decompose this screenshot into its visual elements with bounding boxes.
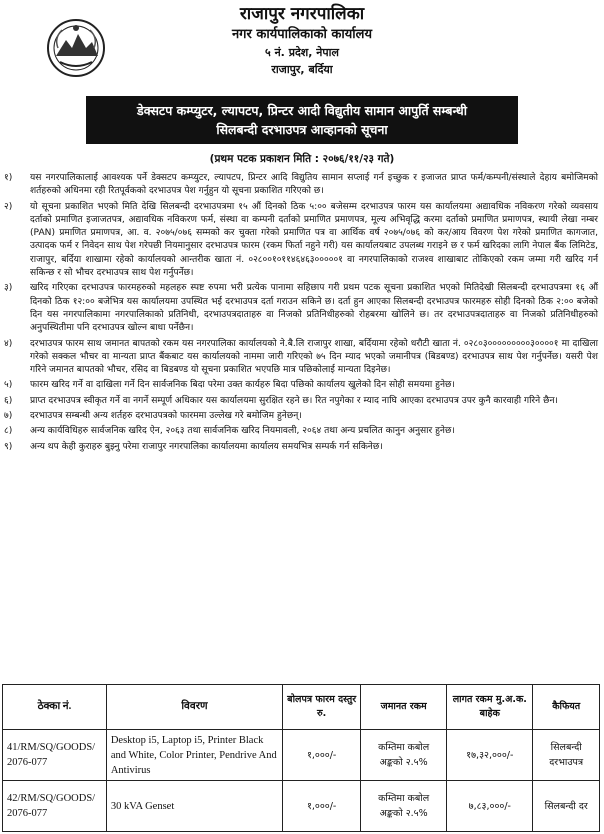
paragraph-text: यो सूचना प्रकाशित भएको मिति देखि सिलबन्दी दरभाउपत्रमा १५ औं दिनको ठिक ५:०० बजेसम्म दरभाउपत्र फारम यस कार्यालयमा अद्यावधिक नविकरण गरेको व्यवसाय दर्ताको प्रमाणित इजाजतपत्र, अद्यावधिक नविकरण फर्म, संस्था वा कम्पनी दर्ताको प्रमाणित प्रमाणपत्र, मूल्य अभिवृद्धि करमा दर्ताको प्रमाणित प्रमाणपत्र, स्थायी लेखा नम्बर (PAN) प्रमाणित प्रमाणपत्र, आ. व. २०७५/०७६ सम्मको कर चुक्ता गरेको प्रमाणित पत्र वा आर्थिक वर्ष २०७५/०७६ को कर/आय विवरण पेश गरेको प्रमाणित कागजात, उत्पादक फर्म र निवेदन साथ पेश गरेपछी नियमानुसार दरभाउपत्र फारम (रकम फिर्ता नहुने गरी) यस कार्यालयबाट उपलब्ध गराइने छ र फर्म खरिदका लागि नेपाल बैंक लिमिटेड, राजापुर, बर्दिया शाखामा रहेको कार्यालयको आन्तरीक खाता नं. ०२८००१०११४६४६३०००००१ वा नगरपालिकाको राजश्व शाखाबाट तोकिएको रकम जम्मा गरी खरिद गर्न सकिन्छ र सो भौचर दरभाउपत्र साथ पेश गर्नुपर्नेछ। [30, 201, 598, 279]
notice-title-banner [86, 96, 518, 144]
paragraph-text: प्राप्त दरभाउपत्र स्वीकृत गर्ने वा नगर्ने सम्पूर्ण अधिकार यस कार्यालयमा सुरक्षित रहने छ। रित नपुगेका र म्याद नाघि आएका दरभाउपत्र उपर कुनै कारवाही गरिने छैन। [30, 395, 558, 406]
form-fee-cell: १,०००/- [283, 730, 361, 781]
column-header-description: विवरण [106, 685, 282, 730]
remarks-cell: सिलबन्दी दर [533, 781, 600, 832]
location-line: राजापुर, बर्दिया [271, 63, 333, 76]
cost-estimate-cell: ७,८३,०००/- [447, 781, 533, 832]
condition-paragraph [4, 282, 598, 335]
paragraph-text: फारम खरिद गर्ने वा दाखिला गर्ने दिन सार्वजनिक बिदा परेमा उक्त कार्यहरु बिदा पछिको कार्यालय खुलेको दिन सोही समयमा हुनेछ। [30, 380, 455, 391]
bid-security-cell: कम्तिमा कबोल अङ्कको २.५% [361, 730, 447, 781]
paragraph-text: दरभाउपत्र सम्बन्धी अन्य शर्तहरु दरभाउपत्रको फारममा उल्लेख गरे बमोजिम हुनेछन्। [30, 411, 302, 422]
paragraph-text: यस नगरपालिकालाई आवश्यक पर्ने डेक्सटप कम्प्युटर, ल्यापटप, प्रिन्टर आदि विद्युतिय सामान सप्लाई गर्न इच्छुक र इजाजत प्राप्त फर्म/कम्पनी/संस्थाले देहाय बमोजिमको शर्तहरुको अधिनमा रही रितपूर्वकको दरभाउपत्र पेश गर्नुहुन यो सूचना प्रकाशित गरिएको छ। [30, 173, 598, 197]
column-header-contract-no: ठेक्का नं. [3, 685, 107, 730]
letterhead [0, 0, 604, 90]
tender-table [2, 684, 600, 832]
paragraph-text: अन्य थप केही कुराहरु बुझ्नु परेमा राजापुर नगरपालिका कार्यालयमा कार्यालय समयभित्र सम्पर्क गर्न सकिनेछ। [30, 441, 383, 452]
bid-security-cell: कम्तिमा कबोल अङ्कको २.५% [361, 781, 447, 832]
condition-paragraph [4, 441, 598, 454]
column-header-form-fee: बोलपत्र फारम दस्तुर रु. [283, 685, 361, 730]
municipality-name: राजापुर नगरपालिका [239, 4, 365, 24]
table-header-row [3, 685, 600, 730]
column-header-cost-estimate: लागत रकम मु.अ.क. बाहेक [447, 685, 533, 730]
paragraph-number: ८) [4, 426, 13, 437]
condition-paragraph [4, 338, 598, 378]
table-row [3, 730, 600, 781]
notice-title-line-1: डेक्सटप कम्प्युटर, ल्यापटप, प्रिन्टर आदी विद्युतीय सामान आपुर्ति सम्बन्धी [137, 103, 467, 118]
notice-title-line-2: सिलबन्दी दरभाउपत्र आव्हानको सूचना [216, 122, 388, 137]
condition-paragraph [4, 201, 598, 281]
column-header-bid-security: जमानत रकम [361, 685, 447, 730]
description-cell: 30 kVA Genset [106, 781, 282, 832]
table-row [3, 781, 600, 832]
paragraph-number: ३) [4, 283, 13, 294]
contract-no-cell: 42/RM/SQ/GOODS/ 2076-077 [3, 781, 107, 832]
condition-paragraph [4, 379, 598, 392]
province-line: ५ नं. प्रदेश, नेपाल [265, 46, 339, 59]
paragraph-number: ६) [4, 395, 13, 406]
paragraph-number: १) [4, 173, 13, 183]
cost-estimate-cell: १७,३२,०००/- [447, 730, 533, 781]
paragraph-number: ४) [4, 338, 13, 349]
description-cell: Desktop i5, Laptop i5, Printer Black and White, Color Printer, Pendrive And Antivirus [106, 730, 282, 781]
condition-paragraph [4, 395, 598, 408]
form-fee-cell: १,०००/- [283, 781, 361, 832]
notice-body [4, 172, 598, 456]
paragraph-text: खरिद गरिएका दरभाउपत्र फारमहरुको महलहरु स्पष्ट रुपमा भरी प्रत्येक पानामा सहिछाप गरी प्रथम पटक सूचना प्रकाशित भएको मितिदेखी सिलबन्दी दरभाउपत्रमा १६ औं दिनको ठिक १२:०० बजेभित्र यस कार्यालयमा उपस्थित भई दरभाउपत्र दर्ता गराउन सकिने छ। दर्ता हुन आएका सिलबन्दी दरभाउपत्र फारमहरु सोही दिनको ठिक २:०० बजेको दिन यस नगरपालिकामा नगरपालिकाको प्रतिनिधी, दरभाउपत्रदाताहरु वा निजको प्रतिनिधीहरुको रोहबरमा खोलिने छ। तर दरभाउपत्रदाताहरु वा निजको प्रतिनिधीहरुको अनुपस्थितीमा पनि दरभाउपत्र खोल्न बाधा पर्नेछैन। [30, 283, 598, 334]
paragraph-number: २) [4, 201, 13, 212]
office-name: नगर कार्यपालिकाको कार्यालय [231, 27, 373, 42]
condition-paragraph [4, 410, 598, 423]
publication-date: (प्रथम पटक प्रकाशन मिति : २०७६/११/२३ गते) [209, 153, 395, 165]
column-header-remarks: कैफियत [533, 685, 600, 730]
paragraph-number: ५) [4, 380, 13, 391]
condition-paragraph [4, 425, 598, 438]
remarks-cell: सिलबन्दी दरभाउपत्र [533, 730, 600, 781]
paragraph-number: ९) [4, 441, 13, 452]
paragraph-text: अन्य कार्यविधिहरु सार्वजनिक खरिद ऐन, २०६३ तथा सार्वजनिक खरिद नियमावली, २०६४ तथा अन्य प्रचलित कानुन अनुसार हुनेछ। [30, 426, 455, 437]
condition-paragraph [4, 172, 598, 199]
paragraph-text: दरभाउपत्र फारम साथ जमानत बापतको रकम यस नगरपालिका कार्यालयको ने.बै.लि राजापुर शाखा, बर्दियामा रहेको धरौटी खाता नं. ०२८०३०००००००००३००००१ मा दाखिला गरेको सक्कल भौचर वा मान्यता प्राप्त बैंकबाट यस कार्यालयको नाममा जारी गरिएको ७५ दिन म्याद भएको जमानीपत्र (बिडबण्ड) दरभाउपत्र साथ पेश गर्नुपर्नेछ। यसरी पेश गरिने जमानत बापतको भौचर, रसिद वा बिडबण्ड यो सूचना प्रकाशित भएपछि मात्र पछिकोलाई मान्यता दिइनेछ। [30, 338, 598, 376]
paragraph-number: ७) [4, 411, 13, 422]
contract-no-cell: 41/RM/SQ/GOODS/ 2076-077 [3, 730, 107, 781]
